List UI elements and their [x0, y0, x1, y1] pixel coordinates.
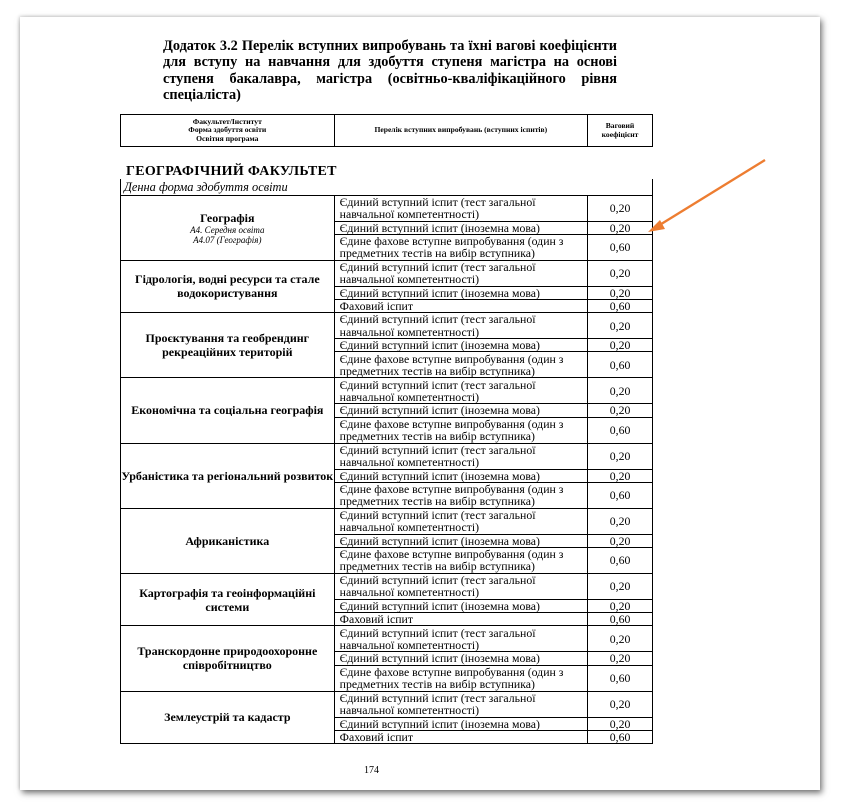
exam-name: Єдиний вступний іспит (іноземна мова)	[334, 221, 587, 234]
exam-name: Єдине фахове вступне випробування (один з предметних тестів на вибір вступника)	[334, 665, 587, 691]
program-name: Транскордонне природоохоронне співробітництво	[137, 644, 318, 673]
exam-name: Єдиний вступний іспит (іноземна мова)	[334, 534, 587, 547]
arrow-shaft	[658, 160, 765, 226]
exam-name: Єдиний вступний іспит (тест загальної навчальної компетентності)	[334, 313, 587, 339]
weight-value: 0,20	[588, 195, 653, 221]
header-col-faculty: Факультет/Інститут Форма здобуття освіти Освітня програма	[121, 115, 335, 147]
exam-name: Єдине фахове вступне випробування (один з предметних тестів на вибір вступника)	[334, 547, 587, 573]
weight-value: 0,20	[588, 691, 653, 717]
study-form-label: Денна форма здобуття освіти	[121, 179, 653, 195]
title-line: спеціаліста)	[163, 87, 241, 104]
exam-name: Єдине фахове вступне випробування (один з предметних тестів на вибір вступника)	[334, 352, 587, 378]
weight-value: 0,20	[588, 599, 653, 612]
program-name: Гідрологія, водні ресурси та стале водокористування	[134, 272, 320, 301]
program-name: Африканістика	[185, 533, 270, 548]
weight-value: 0,60	[588, 482, 653, 508]
program-specialty: А4.07 (Географія)	[193, 234, 262, 245]
exam-name: Єдиний вступний іспит (тест загальної навчальної компетентності)	[334, 260, 587, 286]
weight-value: 0,60	[588, 299, 653, 312]
weight-value: 0,20	[588, 286, 653, 299]
exam-name: Фаховий іспит	[334, 299, 587, 312]
weight-value: 0,20	[588, 573, 653, 599]
exam-name: Єдиний вступний іспит (іноземна мова)	[334, 717, 587, 730]
exam-name: Єдиний вступний іспит (іноземна мова)	[334, 469, 587, 482]
weight-value: 0,20	[588, 652, 653, 665]
title-line: для вступу на навчання для здобуття ступеня магістра на основі	[163, 54, 617, 71]
weight-value: 0,60	[588, 547, 653, 573]
exam-name: Єдиний вступний іспит (іноземна мова)	[334, 404, 587, 417]
exam-name: Єдине фахове вступне випробування (один з предметних тестів на вибір вступника)	[334, 482, 587, 508]
weight-value: 0,20	[588, 469, 653, 482]
weight-value: 0,60	[588, 417, 653, 443]
weight-value: 0,20	[588, 404, 653, 417]
weight-value: 0,20	[588, 534, 653, 547]
weight-value: 0,60	[588, 730, 653, 743]
program-name: Економічна та соціальна географія	[131, 403, 324, 418]
exam-name: Єдиний вступний іспит (тест загальної навчальної компетентності)	[334, 691, 587, 717]
program-name: Географія	[200, 210, 255, 225]
exam-name: Єдине фахове вступне випробування (один з предметних тестів на вибір вступника)	[334, 234, 587, 260]
weight-value: 0,60	[588, 665, 653, 691]
exam-name: Фаховий іспит	[334, 730, 587, 743]
exam-name: Єдиний вступний іспит (іноземна мова)	[334, 339, 587, 352]
header-col-exams: Перелік вступних випробувань (вступних іспитів)	[334, 115, 587, 147]
weight-value: 0,20	[588, 443, 653, 469]
weight-value: 0,20	[588, 626, 653, 652]
program-name: Проєктування та геобрендинг рекреаційних територій	[145, 331, 310, 360]
exam-name: Єдине фахове вступне випробування (один з предметних тестів на вибір вступника)	[334, 417, 587, 443]
exam-name: Єдиний вступний іспит (тест загальної навчальної компетентності)	[334, 378, 587, 404]
program-name: Картографія та геоінформаційні системи	[139, 585, 316, 614]
program-name: Урбаністика та регіональний розвиток	[121, 468, 334, 483]
weight-value: 0,60	[588, 352, 653, 378]
weight-value: 0,20	[588, 221, 653, 234]
page-number: 174	[364, 765, 379, 776]
exam-name: Єдиний вступний іспит (тест загальної навчальної компетентності)	[334, 573, 587, 599]
weight-value: 0,20	[588, 378, 653, 404]
exam-name: Єдиний вступний іспит (іноземна мова)	[334, 652, 587, 665]
exam-name: Єдиний вступний іспит (іноземна мова)	[334, 599, 587, 612]
exam-name: Єдиний вступний іспит (тест загальної навчальної компетентності)	[334, 508, 587, 534]
weight-value: 0,20	[588, 717, 653, 730]
exam-name: Єдиний вступний іспит (тест загальної навчальної компетентності)	[334, 626, 587, 652]
exam-name: Фаховий іспит	[334, 613, 587, 626]
faculty-title: ГЕОГРАФІЧНИЙ ФАКУЛЬТЕТ	[126, 164, 337, 179]
header-col-weight: Ваговий коефіцієнт	[588, 115, 653, 147]
weight-value: 0,20	[588, 260, 653, 286]
title-line: ступеня бакалавра, магістра (освітньо-кваліфікаційного рівня	[163, 70, 617, 87]
weight-value: 0,20	[588, 339, 653, 352]
weight-value: 0,20	[588, 508, 653, 534]
weight-value: 0,60	[588, 613, 653, 626]
program-specialty: А4. Середня освіта	[190, 224, 265, 235]
title-line: Додаток 3.2 Перелік вступних випробувань та їхні вагові коефіцієнти	[163, 38, 617, 54]
exam-name: Єдиний вступний іспит (тест загальної навчальної компетентності)	[334, 443, 587, 469]
weight-value: 0,20	[588, 313, 653, 339]
exam-name: Єдиний вступний іспит (іноземна мова)	[334, 286, 587, 299]
program-name: Землеустрій та кадастр	[164, 710, 291, 725]
exam-name: Єдиний вступний іспит (тест загальної навчальної компетентності)	[334, 195, 587, 221]
arrow-head	[648, 220, 665, 232]
weight-value: 0,60	[588, 234, 653, 260]
